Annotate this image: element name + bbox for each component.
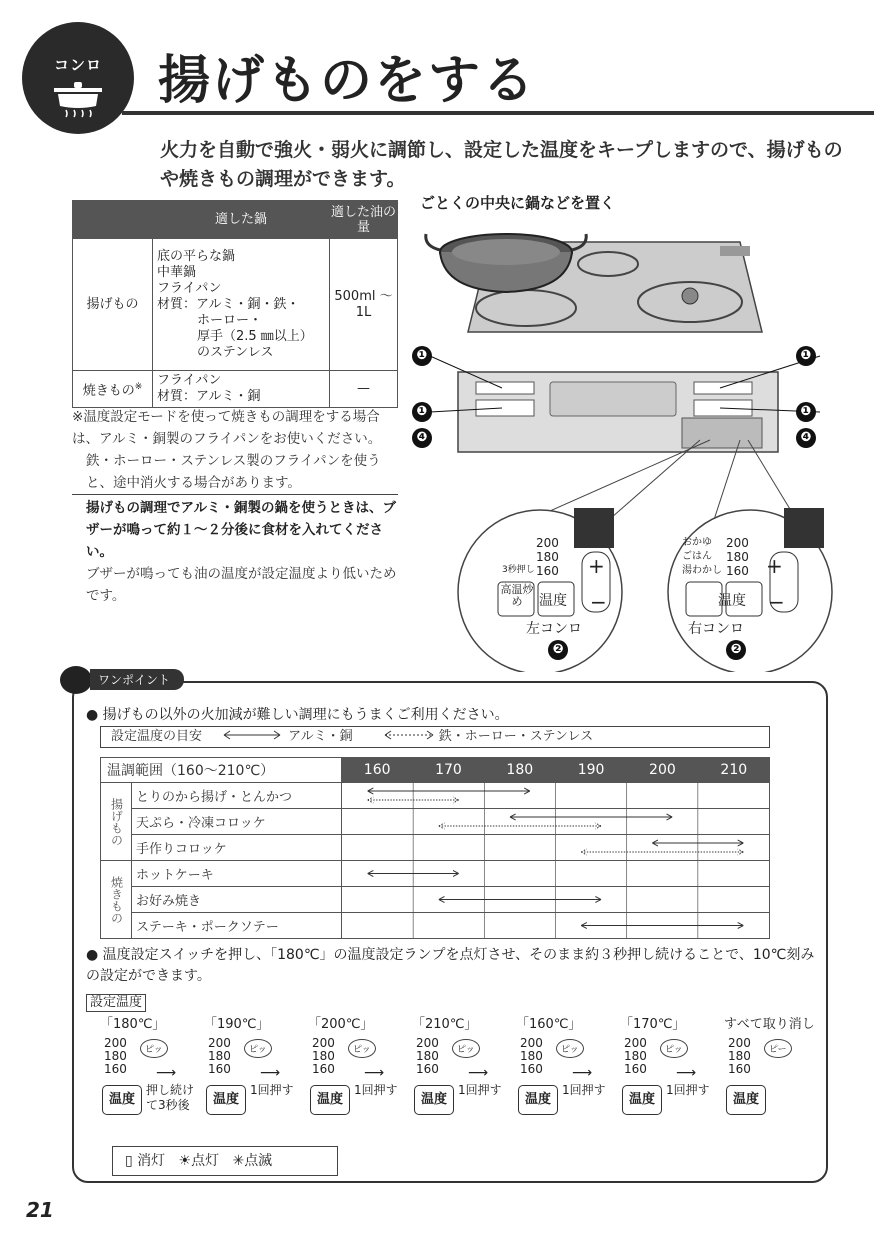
next-arrow-icon: ⟶ [364, 1065, 385, 1081]
beep-bubble: ピッ [140, 1039, 168, 1058]
right-plus-button[interactable]: + [766, 554, 783, 578]
step-temp: 160 [104, 1062, 127, 1076]
setting-step [620, 1013, 720, 1139]
guide-row [101, 913, 770, 939]
right-burner-label: 右コンロ [688, 621, 744, 637]
onepoint-bullet-1: ● 揚げもの以外の火加減が難しい調理にもうまくご利用ください。 [86, 707, 509, 723]
temp-setting-button[interactable]: 温度 [726, 1085, 766, 1115]
right-panel-modes [682, 536, 722, 578]
next-arrow-icon: ⟶ [676, 1065, 697, 1081]
step-title: 「160℃」 [516, 1017, 582, 1032]
temp-setting-button[interactable]: 温度 [102, 1085, 142, 1115]
pot-line: ホーロー・ [197, 312, 263, 328]
page-number: 21 [26, 1198, 54, 1222]
callout-4: ❹ [796, 428, 816, 448]
setting-temp-label: 設定温度 [86, 994, 146, 1012]
range-cell [342, 861, 770, 887]
step-temps [208, 1037, 231, 1076]
step-action: 1回押す [666, 1083, 710, 1097]
note-3: 揚げもの調理でアルミ・銅製の鍋を使うときは、ブザーが鳴って約１～２分後に食材を入れてください。 [72, 494, 398, 563]
pot-icon [52, 76, 104, 118]
guide-row [101, 783, 770, 809]
temp-setting-button[interactable]: 温度 [310, 1085, 350, 1115]
range-cell [342, 835, 770, 861]
beep-bubble: ピッ [348, 1039, 376, 1058]
step-temp: 160 [312, 1062, 335, 1076]
temperature-guide-table [100, 757, 770, 939]
right-minus-button[interactable]: − [768, 590, 785, 614]
lamp-on-icon: ☀ [178, 1153, 192, 1169]
note-2: 鉄・ホーロー・ステンレス製のフライパンを使うと、途中消火する場合があります。 [86, 453, 381, 491]
onepoint-bullet-2: ● 温度設定スイッチを押し、「180℃」の温度設定ランプを点灯させ、そのまま約３秒押し続けることで、10℃刻みの設定ができます。 [86, 947, 815, 984]
setting-step [204, 1013, 304, 1139]
step-title: 「190℃」 [204, 1017, 270, 1032]
step-temp: 200 [520, 1036, 543, 1050]
step-temps [312, 1037, 335, 1076]
guide-row [101, 887, 770, 913]
notes [72, 406, 398, 607]
guide-row [101, 809, 770, 835]
range-arrows [342, 887, 769, 912]
pot-table-header-pot: 適した鍋 [153, 201, 330, 239]
badge-label: コンロ [53, 56, 102, 74]
pot-table-pots [153, 239, 330, 371]
callout-4: ❹ [412, 428, 432, 448]
pot-line: 中華鍋 [157, 264, 197, 280]
temp-200: 200 [536, 536, 559, 550]
note-1 [72, 406, 398, 450]
setting-steps [86, 1013, 826, 1139]
lamp-on-label: 点灯 [191, 1153, 220, 1169]
step-title: すべて取り消し [724, 1017, 815, 1032]
range-cell [342, 887, 770, 913]
food-name: お好み焼き [132, 887, 342, 913]
page-title: 揚げものをする [158, 51, 537, 111]
pointing-hand-icon [60, 666, 92, 694]
next-arrow-icon: ⟶ [260, 1065, 281, 1081]
range-cell [342, 809, 770, 835]
temp-setting-button[interactable]: 温度 [206, 1085, 246, 1115]
beep-bubble: ピッ [452, 1039, 480, 1058]
step-temp: 200 [624, 1036, 647, 1050]
category-text: 焼きもの [82, 383, 135, 399]
callout-1: ❶ [796, 402, 816, 422]
pot-line: フライパン [157, 280, 222, 296]
pot-line: 材質：アルミ・銅 [157, 389, 261, 404]
lamp-state-legend [112, 1146, 338, 1176]
pot-table-pots [153, 371, 330, 408]
step-temp: 200 [104, 1036, 127, 1050]
setting-step [100, 1013, 200, 1139]
temp-setting-button[interactable]: 温度 [414, 1085, 454, 1115]
step-title: 「210℃」 [412, 1017, 478, 1032]
step-title: 「170℃」 [620, 1017, 686, 1032]
range-arrows [342, 861, 769, 886]
step-temps [728, 1037, 751, 1076]
intro-text: 火力を自動で強火・弱火に調節し、設定した温度をキープしますので、揚げものや焼きもの調理ができます。 [160, 139, 843, 190]
temp-160: 160 [536, 564, 559, 578]
range-cell [342, 913, 770, 939]
illustration-caption: ごとくの中央に鍋などを置く [420, 194, 616, 212]
mode-porridge: おかゆ [682, 537, 712, 548]
beep-bubble: ピッ [556, 1039, 584, 1058]
temperature-legend [100, 726, 770, 748]
step-title: 「180℃」 [100, 1017, 166, 1032]
lamp-blink-label: 点滅 [244, 1153, 273, 1169]
pot-table-oil: — [330, 371, 398, 408]
food-name: ホットケーキ [132, 861, 342, 887]
legend-dotted-label: 鉄・ホーロー・ステンレス [438, 729, 594, 744]
setting-step [516, 1013, 616, 1139]
callout-2: ❷ [726, 640, 746, 660]
beep-bubble: ピッ [244, 1039, 272, 1058]
step-temps [416, 1037, 439, 1076]
lamp-off-icon: ▯ [125, 1153, 133, 1169]
step-action: 1回押す [250, 1083, 294, 1097]
pot-line: のステンレス [197, 344, 274, 360]
step-action: 1回押す [354, 1083, 398, 1097]
beep-bubble: ピッ [660, 1039, 688, 1058]
step-temp: 160 [520, 1062, 543, 1076]
note-4: ブザーが鳴っても油の温度が設定温度より低いためです。 [86, 566, 397, 604]
pot-table [72, 200, 398, 408]
pot-line: 材質：アルミ・銅・鉄・ [157, 296, 300, 312]
food-name: ステーキ・ポークソテー [132, 913, 342, 939]
range-arrows [342, 783, 769, 808]
temp-200: 200 [726, 536, 749, 550]
col-temp: 160 [342, 758, 413, 783]
pot-line: フライパン [157, 373, 222, 388]
pot-table-header-oil: 適した油の量 [330, 201, 398, 239]
temp-180: 180 [726, 550, 749, 564]
onepoint-label: ワンポイント [90, 669, 184, 690]
title-underline [122, 111, 874, 115]
solid-range-arrow [581, 923, 743, 929]
pot-table-category [73, 371, 153, 408]
step-temp: 180 [416, 1049, 439, 1063]
col-temp: 170 [413, 758, 484, 783]
step-temp: 180 [208, 1049, 231, 1063]
temp-180: 180 [536, 550, 559, 564]
solid-arrow-icon [222, 730, 282, 740]
food-name: 手作りコロッケ [132, 835, 342, 861]
col-temp: 180 [484, 758, 555, 783]
group-label: 焼きもの [101, 861, 132, 939]
category-badge [22, 22, 134, 134]
pot-table-header-blank [73, 201, 153, 239]
step-title: 「200℃」 [308, 1017, 374, 1032]
step-temp: 180 [104, 1049, 127, 1063]
step-temps [624, 1037, 647, 1076]
left-minus-button[interactable]: − [590, 590, 607, 614]
guide-row [101, 861, 770, 887]
step-temps [104, 1037, 127, 1076]
left-plus-button[interactable]: + [588, 554, 605, 578]
legend-solid-label: アルミ・銅 [288, 729, 353, 744]
note-text: 温度設定モードを使って焼きもの調理をする場合は、アルミ・銅製のフライパンをお使いください。 [72, 409, 382, 447]
legend-title: 設定温度の目安 [111, 729, 203, 744]
food-name: とりのから揚げ・とんかつ [132, 783, 342, 809]
next-arrow-icon: ⟶ [468, 1065, 489, 1081]
setting-step [412, 1013, 512, 1139]
step-temp: 160 [208, 1062, 231, 1076]
step-action: 押し続けて3秒後 [146, 1083, 195, 1112]
step-temps [520, 1037, 543, 1076]
left-panel-temps [536, 536, 559, 578]
step-temp: 160 [728, 1062, 751, 1076]
solid-range-arrow [439, 897, 601, 903]
right-panel-temps [726, 536, 749, 578]
step-temp: 200 [208, 1036, 231, 1050]
hold-label: 3秒押し [502, 565, 535, 575]
pot-line: 底の平らな鍋 [157, 248, 236, 264]
lamp-off-label: 消灯 [137, 1153, 166, 1169]
next-arrow-icon: ⟶ [572, 1065, 593, 1081]
step-temp: 180 [728, 1049, 751, 1063]
range-arrows [342, 809, 769, 834]
pot-table-category: 揚げもの [73, 239, 153, 371]
range-cell [342, 783, 770, 809]
solid-range-arrow [368, 788, 530, 794]
temp-setting-button[interactable]: 温度 [518, 1085, 558, 1115]
pot-table-oil: 500ml ～1L [330, 239, 398, 371]
lamp-blink-icon: ✳ [232, 1153, 245, 1169]
temp-setting-button[interactable]: 温度 [622, 1085, 662, 1115]
setting-step [308, 1013, 408, 1139]
footnote-mark: ※ [134, 381, 143, 392]
step-temp: 160 [624, 1062, 647, 1076]
dotted-arrow-icon [383, 730, 435, 740]
food-name: 天ぷら・冷凍コロッケ [132, 809, 342, 835]
temp-160: 160 [726, 564, 749, 578]
callout-1: ❶ [412, 346, 432, 366]
step-temp: 180 [520, 1049, 543, 1063]
range-arrows [342, 835, 769, 860]
step-temp: 200 [416, 1036, 439, 1050]
col-temp: 190 [555, 758, 626, 783]
col-temp: 200 [627, 758, 698, 783]
next-arrow-icon: ⟶ [156, 1065, 177, 1081]
step-temp: 200 [312, 1036, 335, 1050]
mode-rice: ごはん [682, 551, 712, 562]
callout-2: ❷ [548, 640, 568, 660]
range-arrows [342, 913, 769, 938]
left-temp-button[interactable]: 温度 [539, 593, 567, 609]
beep-bubble: ピー [764, 1039, 792, 1058]
dotted-range-arrow [581, 849, 743, 855]
range-label: 温調範囲（160～210℃） [101, 758, 342, 783]
note-mark: ※ [72, 409, 84, 425]
dotted-range-arrow [439, 823, 601, 829]
step-action: 1回押す [458, 1083, 502, 1097]
high-temp-fry-button[interactable]: 高温炒め [500, 583, 534, 608]
step-temp: 200 [728, 1036, 751, 1050]
callout-1: ❶ [796, 346, 816, 366]
callout-1: ❶ [412, 402, 432, 422]
step-temp: 180 [312, 1049, 335, 1063]
pot-line: 厚手（2.5 ㎜以上） [197, 328, 313, 344]
left-burner-label: 左コンロ [526, 621, 582, 637]
solid-range-arrow [510, 814, 672, 820]
guide-row [101, 835, 770, 861]
right-temp-button[interactable]: 温度 [718, 593, 746, 609]
col-temp: 210 [698, 758, 769, 783]
step-action: 1回押す [562, 1083, 606, 1097]
group-label: 揚げもの [101, 783, 132, 861]
setting-step [724, 1013, 824, 1139]
step-temp: 160 [416, 1062, 439, 1076]
step-temp: 180 [624, 1049, 647, 1063]
mode-boil: 湯わかし [682, 565, 722, 576]
